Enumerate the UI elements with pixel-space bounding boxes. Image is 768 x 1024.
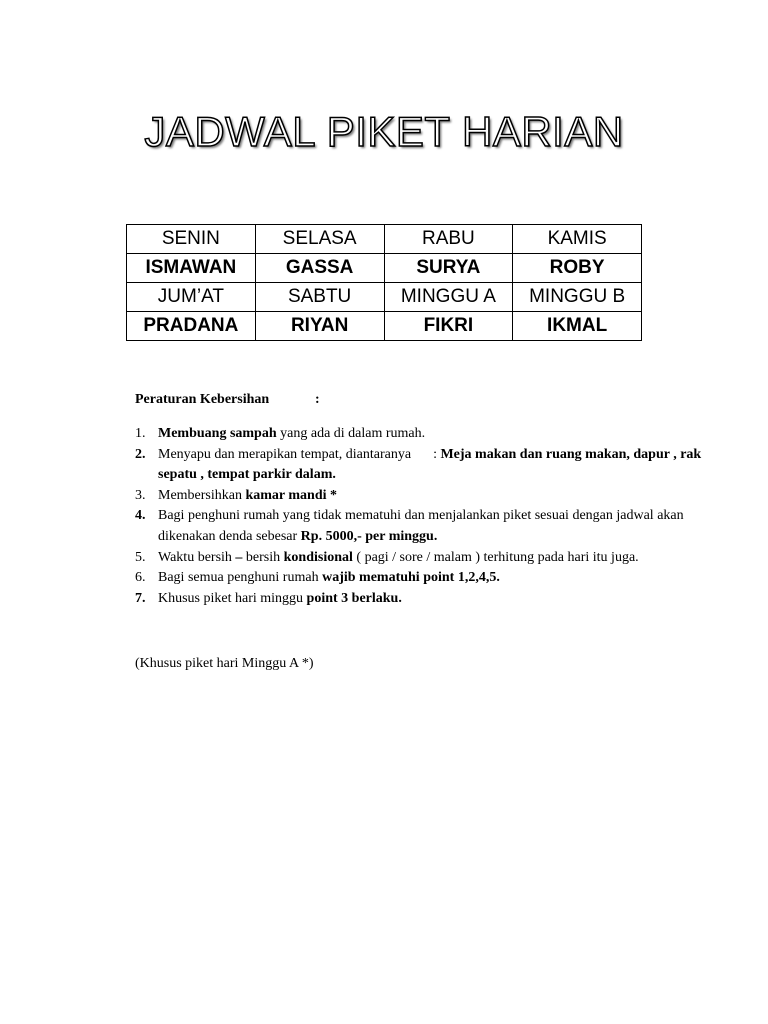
item-text: Bagi semua penghuni rumah xyxy=(158,570,323,586)
rules-heading-text: Peraturan Kebersihan xyxy=(135,392,270,407)
table-row xyxy=(127,312,642,341)
name-cell: ROBY xyxy=(513,254,642,283)
item-text: Menyapu dan merapikan tempat, diantaranya xyxy=(158,446,412,462)
day-cell: RABU xyxy=(384,225,513,254)
table-row xyxy=(127,225,642,254)
name-cell: FIKRI xyxy=(384,312,513,341)
rules-list xyxy=(135,424,705,609)
item-text-bold: Membuang sampah xyxy=(158,426,277,441)
item-number: 7. xyxy=(135,590,146,606)
item-text: bersih xyxy=(242,549,284,565)
item-text-bold: – xyxy=(235,549,243,565)
item-text: ( pagi / sore / malam ) terhitung pada hari itu juga. xyxy=(352,549,639,565)
item-text-bold: Meja makan dan ruang makan, dapur , rak sepatu , tempat parkir dalam. xyxy=(158,446,702,483)
item-text: : xyxy=(433,446,441,462)
list-item xyxy=(135,445,705,486)
item-number: 1. xyxy=(135,426,146,441)
item-text: Waktu bersih xyxy=(158,549,236,565)
list-item xyxy=(135,424,705,445)
name-cell: RIYAN xyxy=(255,312,384,341)
day-cell: JUM’AT xyxy=(127,283,256,312)
item-text-bold: kondisional xyxy=(283,549,353,565)
name-cell: GASSA xyxy=(255,254,384,283)
list-item xyxy=(135,548,705,569)
day-cell: SELASA xyxy=(255,225,384,254)
item-number: 4. xyxy=(135,508,146,524)
item-text: yang ada di dalam rumah. xyxy=(276,426,426,441)
schedule-table xyxy=(126,224,642,341)
name-cell: SURYA xyxy=(384,254,513,283)
rules-heading xyxy=(135,392,320,408)
item-number: 3. xyxy=(135,487,146,503)
item-number: 2. xyxy=(135,446,146,462)
item-number: 5. xyxy=(135,549,146,565)
table-row xyxy=(127,283,642,312)
item-text-bold: point 3 berlaku. xyxy=(306,590,402,606)
item-number: 6. xyxy=(135,570,146,586)
list-item xyxy=(135,486,705,507)
rules-heading-colon: : xyxy=(315,392,320,407)
day-cell: KAMIS xyxy=(513,225,642,254)
item-text-bold: Rp. 5000,- per minggu. xyxy=(300,528,438,544)
list-item xyxy=(135,568,705,589)
footnote: (Khusus piket hari Minggu A *) xyxy=(135,656,314,671)
day-cell: SABTU xyxy=(255,283,384,312)
day-cell: MINGGU A xyxy=(384,283,513,312)
list-item xyxy=(135,506,705,547)
day-cell: MINGGU B xyxy=(513,283,642,312)
item-text: Khusus piket hari minggu xyxy=(158,590,307,606)
name-cell: ISMAWAN xyxy=(127,254,256,283)
item-text: Bagi penghuni rumah yang tidak mematuhi dan menjalankan piket sesuai dengan jadwal akan dikenakan denda sebesar xyxy=(158,508,684,544)
page-title: JADWAL PIKET HARIAN xyxy=(144,108,624,155)
item-text-bold: wajib mematuhi point 1,2,4,5. xyxy=(322,570,500,586)
table-row xyxy=(127,254,642,283)
item-text-bold: kamar mandi * xyxy=(245,487,338,503)
day-cell: SENIN xyxy=(127,225,256,254)
item-text: Membersihkan xyxy=(158,487,246,503)
name-cell: PRADANA xyxy=(127,312,256,341)
list-item xyxy=(135,589,705,610)
name-cell: IKMAL xyxy=(513,312,642,341)
